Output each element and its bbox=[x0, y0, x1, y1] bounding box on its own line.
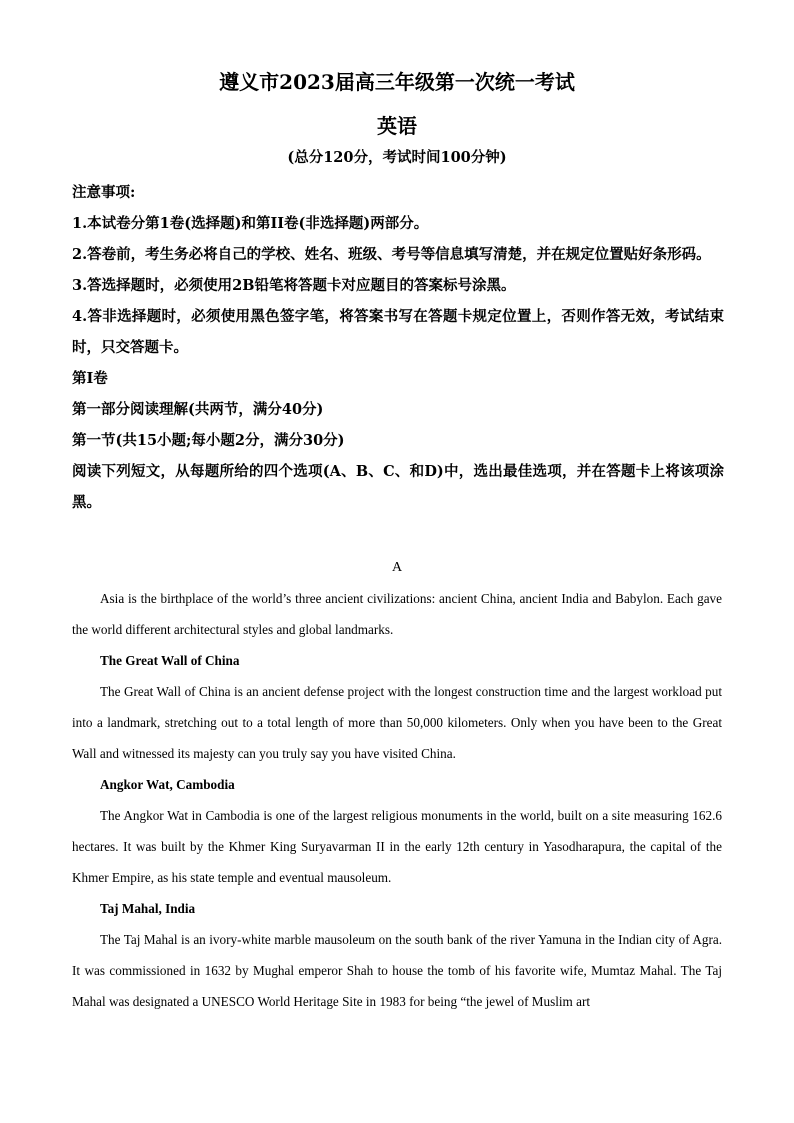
section-body-great-wall: The Great Wall of China is an ancient defense project with the longest construction time and the largest workload put into a landmark, stretching out to a total length of more than 50,000 kilometers. Only when you have been to the Great Wall and witnessed its majesty can you truly say you have visited China. bbox=[72, 684, 722, 761]
section-body-angkor-wat: The Angkor Wat in Cambodia is one of the largest religious monuments in the world, built on a site measuring 162.6 hectares. It was built by the Khmer King Suryavarman II in the early 12th century in Yasodharapura, the capital of the Khmer Empire, as his state temple and eventual mausoleum. bbox=[72, 808, 722, 885]
note-item-3: 3.答选择题时，必须使用2B铅笔将答题卡对应题目的答案标号涂黑。 bbox=[72, 277, 516, 294]
subject-title: 英语 bbox=[377, 114, 417, 138]
volume-title: 第I卷 bbox=[72, 370, 108, 387]
exam-title: 遵义市2023届高三年级第一次统一考试 bbox=[219, 70, 575, 94]
passage-a bbox=[72, 552, 722, 1017]
passage-intro: Asia is the birthplace of the world’s three ancient civilizations: ancient China, ancient India and Babylon. Each gave the world different architectural styles and global landmarks. bbox=[72, 591, 722, 637]
section-body-taj-mahal: The Taj Mahal is an ivory-white marble mausoleum on the south bank of the river Yamuna in the Indian city of Agra. It was commissioned in 1632 by Mughal emperor Shah to house the tomb of his favorite wife, Mumtaz Mahal. The Taj Mahal was designated a UNESCO World Heritage Site in 1983 for being “the jewel of Muslim art bbox=[72, 932, 722, 1009]
reading-instruction: 阅读下列短文，从每题所给的四个选项(A、B、C、和D)中，选出最佳选项，并在答题卡上将该项涂黑。 bbox=[72, 463, 724, 511]
part-title: 第一部分阅读理解(共两节，满分40分) bbox=[72, 401, 324, 418]
section-heading-angkor-wat: Angkor Wat, Cambodia bbox=[100, 777, 235, 792]
notes-heading: 注意事项: bbox=[72, 184, 136, 201]
passage-label: A bbox=[391, 560, 403, 575]
note-item-2: 2.答卷前，考生务必将自己的学校、姓名、班级、考号等信息填写清楚，并在规定位置贴好条形码。 bbox=[72, 246, 711, 263]
section-title: 第一节(共15小题;每小题2分，满分30分) bbox=[72, 432, 345, 449]
note-item-4: 4.答非选择题时，必须使用黑色签字笔，将答案书写在答题卡规定位置上，否则作答无效，考试结束时，只交答题卡。 bbox=[72, 308, 724, 356]
note-item-1: 1.本试卷分第1卷(选择题)和第II卷(非选择题)两部分。 bbox=[72, 215, 429, 232]
instructions-block bbox=[72, 177, 724, 518]
section-heading-great-wall: The Great Wall of China bbox=[100, 653, 240, 668]
exam-meta: (总分120分，考试时间100分钟) bbox=[287, 149, 507, 166]
section-heading-taj-mahal: Taj Mahal, India bbox=[100, 901, 196, 916]
